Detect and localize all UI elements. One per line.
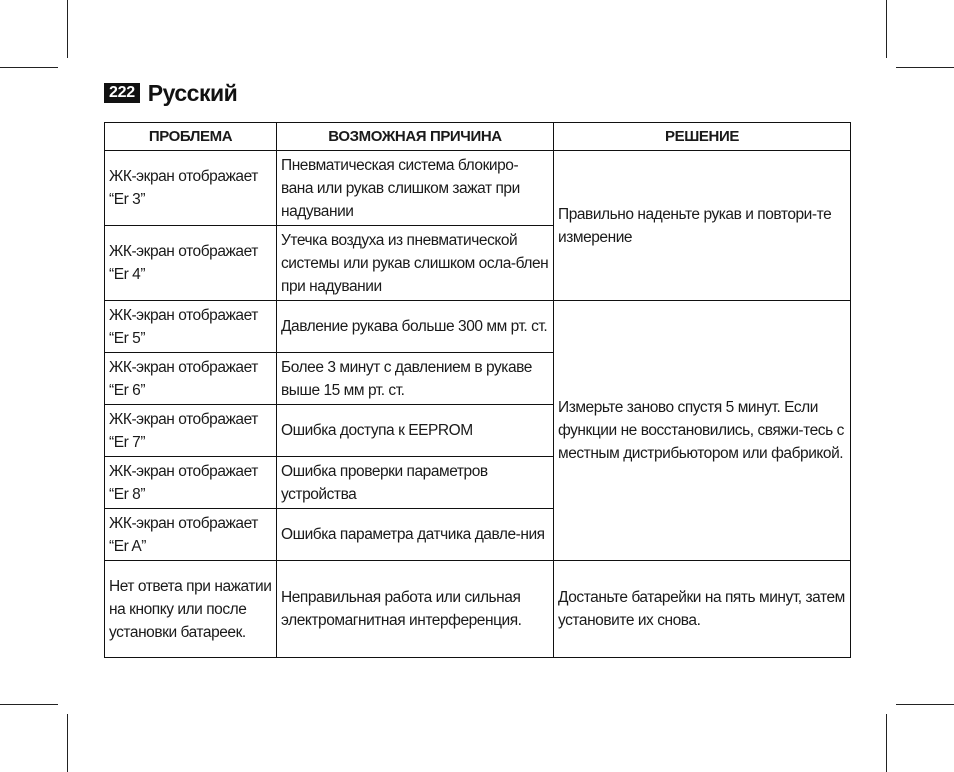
crop-mark-top-right-vertical (886, 0, 887, 58)
table-row (105, 151, 851, 226)
error-code: “Er A” (109, 537, 146, 555)
solution-cell: Достаньте батарейки на пять минут, затем установите их снова. (554, 561, 851, 658)
crop-mark-bottom-right-vertical (886, 714, 887, 772)
problem-text: ЖК-экран отображает (109, 358, 258, 376)
cause-cell: Ошибка доступа к EEPROM (277, 405, 554, 457)
header-solution: РЕШЕНИЕ (554, 123, 851, 151)
problem-cell (105, 226, 277, 301)
solution-cell: Правильно наденьте рукав и повтори-те измерение (554, 151, 851, 301)
problem-cell (105, 151, 277, 226)
error-code: “Er 6” (109, 381, 146, 399)
problem-text: ЖК-экран отображает (109, 462, 258, 480)
problem-cell (105, 457, 277, 509)
page-header (104, 80, 237, 106)
crop-mark-bottom-left-vertical (67, 714, 68, 772)
problem-text: ЖК-экран отображает (109, 168, 258, 185)
solution-cell: Измерьте заново спустя 5 минут. Если функции не восстановились, свяжи-тесь с местным дистрибьютором или фабрикой. (554, 301, 851, 561)
header-cause: ВОЗМОЖНАЯ ПРИЧИНА (277, 123, 554, 151)
page-number: 222 (104, 83, 140, 103)
problem-text: ЖК-экран отображает (109, 306, 258, 324)
cause-cell: Ошибка проверки параметров устройства (277, 457, 554, 509)
table-row (105, 301, 851, 353)
crop-mark-top-left-vertical (67, 0, 68, 58)
problem-cell (105, 353, 277, 405)
crop-mark-bottom-right-horizontal (896, 704, 954, 705)
problem-text: ЖК-экран отображает (109, 410, 258, 428)
error-code: “Er 3” (109, 191, 146, 208)
problem-text: ЖК-экран отображает (109, 514, 258, 532)
cause-cell: Пневматическая система блокиро-вана или рукав слишком зажат при надувании (277, 151, 554, 226)
page-language-title: Русский (147, 79, 238, 106)
cause-cell: Давление рукава больше 300 мм рт. ст. (277, 301, 554, 353)
problem-text: ЖК-экран отображает (109, 243, 258, 260)
crop-mark-bottom-left-horizontal (0, 704, 58, 705)
table-row (105, 561, 851, 658)
cause-cell: Утечка воздуха из пневматической системы или рукав слишком осла-блен при надувании (277, 226, 554, 301)
cause-cell: Неправильная работа или сильная электромагнитная интерференция. (277, 561, 554, 658)
crop-mark-top-left-horizontal (0, 67, 58, 68)
error-code: “Er 7” (109, 433, 146, 451)
error-code: “Er 4” (109, 266, 146, 283)
error-code: “Er 5” (109, 329, 146, 347)
problem-cell (105, 405, 277, 457)
cause-cell: Более 3 минут с давлением в рукаве выше 15 мм рт. ст. (277, 353, 554, 405)
troubleshooting-table (104, 122, 851, 658)
table-header-row (105, 123, 851, 151)
header-problem: ПРОБЛЕМА (105, 123, 277, 151)
problem-cell (105, 509, 277, 561)
crop-mark-top-right-horizontal (896, 67, 954, 68)
problem-cell: Нет ответа при нажатии на кнопку или после установки батареек. (105, 561, 277, 658)
error-code: “Er 8” (109, 485, 146, 503)
problem-cell (105, 301, 277, 353)
cause-cell: Ошибка параметра датчика давле-ния (277, 509, 554, 561)
